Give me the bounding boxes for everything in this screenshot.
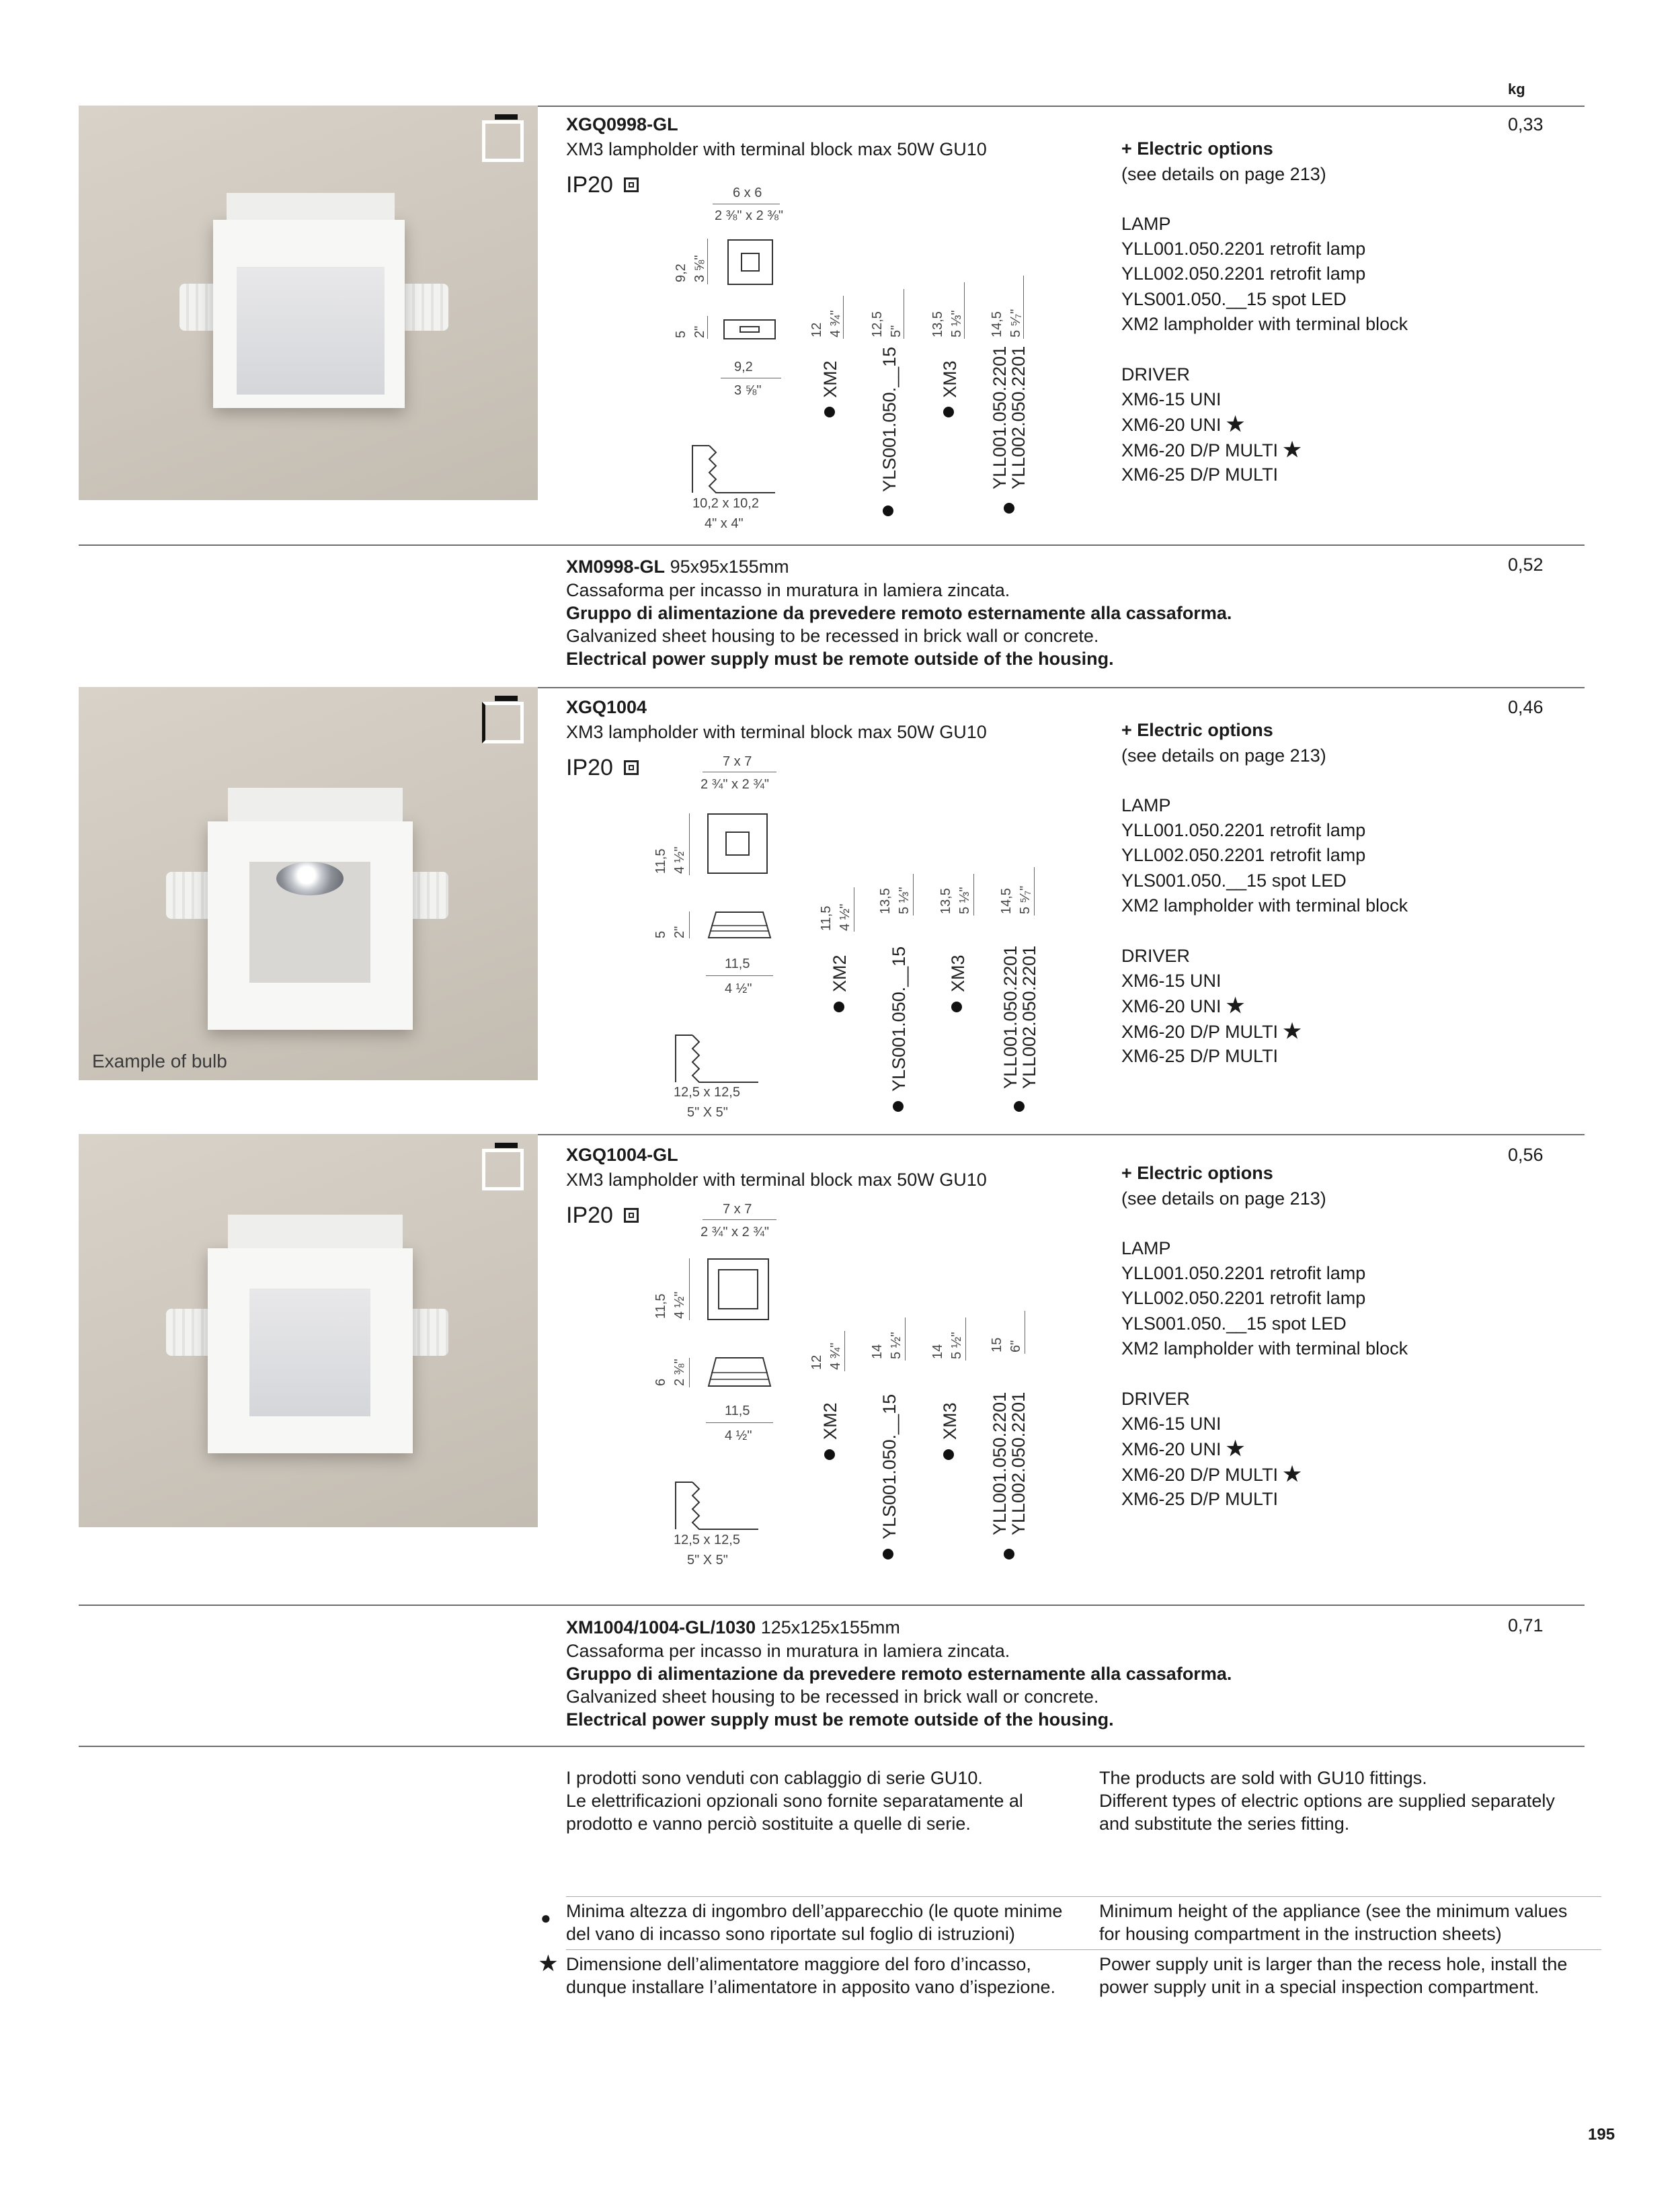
driver-option: XM6-20 UNI ★: [1121, 1438, 1244, 1460]
height-cm: 12: [809, 322, 824, 337]
compat-code: YLL001.050.2201: [990, 1391, 1010, 1535]
product-weight: 0,56: [1508, 1145, 1544, 1165]
dim-bottom: 9,2: [734, 360, 753, 374]
square-type-icon: [482, 120, 524, 162]
fixture-frame: [208, 1248, 413, 1453]
driver-option: XM6-15 UNI: [1121, 971, 1222, 991]
housing-line: Galvanized sheet housing to be recessed in brick wall or concrete.: [566, 1687, 1099, 1707]
ip-rating: IP20: [566, 1203, 613, 1228]
electric-options-link: (see details on page 213): [1121, 164, 1326, 184]
driver-title: DRIVER: [1121, 364, 1191, 384]
driver-option: XM6-25 D/P MULTI: [1121, 1046, 1279, 1066]
lamp-option: YLL001.050.2201 retrofit lamp: [1121, 239, 1366, 259]
electric-options-title: + Electric options: [1121, 138, 1273, 159]
dim-side: 11,5: [653, 848, 668, 874]
compat-code: YLS001.050.__15: [879, 346, 899, 492]
housing-title: XM0998-GL 95x95x155mm: [566, 557, 789, 577]
min-height-dot: [883, 505, 893, 516]
height-cm: 15: [990, 1337, 1004, 1352]
product-code: XGQ0998-GL: [566, 114, 678, 134]
cutout-drawing: [672, 1032, 760, 1086]
height-in: 4 ½": [838, 903, 852, 931]
height-cm: 14: [930, 1344, 945, 1359]
divider: [566, 1896, 1601, 1897]
min-height-dot: [893, 1101, 904, 1112]
housing-line: Electrical power supply must be remote outside of the housing.: [566, 1709, 1114, 1730]
compat-code: YLS001.050.__15: [889, 946, 909, 1092]
height-cm: 12,5: [870, 311, 885, 337]
product-code: XGQ1004-GL: [566, 1145, 678, 1165]
dim-depth-in: 2 ⅜": [672, 1358, 687, 1386]
double-insulation-icon: [624, 177, 639, 192]
lamp-option: YLL002.050.2201 retrofit lamp: [1121, 1288, 1366, 1308]
compat-code: YLL002.050.2201: [1008, 1391, 1029, 1535]
fixture-frame: [208, 821, 413, 1030]
height-in: 4 ¾": [828, 310, 843, 337]
double-insulation-icon: [624, 760, 639, 775]
dim-bottom: 11,5: [725, 957, 750, 971]
min-height-dot: [943, 1449, 954, 1460]
divider: [79, 1746, 1585, 1747]
driver-option: XM6-25 D/P MULTI: [1121, 1489, 1279, 1509]
driver-title: DRIVER: [1121, 1389, 1191, 1409]
lamp-option: XM2 lampholder with terminal block: [1121, 895, 1408, 916]
top-view-drawing: [727, 239, 773, 285]
height-cm: 13,5: [938, 888, 953, 914]
weight-column-header: kg: [1508, 81, 1525, 97]
dim-depth: 6: [653, 1378, 668, 1386]
frosted-glass: [237, 267, 385, 395]
driver-option: XM6-20 D/P MULTI ★: [1121, 1463, 1302, 1486]
dim-top-in: 2 ⅜" x 2 ⅜": [715, 208, 784, 223]
legend-dot-italian: Minima altezza di ingombro dell’apparecchio (le quote minime del vano di incasso sono riportate sul foglio di istruzioni): [566, 1901, 1063, 1944]
dim-cutout: 12,5 x 12,5: [674, 1533, 740, 1547]
product-description: XM3 lampholder with terminal block max 50W GU10: [566, 722, 987, 742]
lamp-title: LAMP: [1121, 214, 1171, 234]
side-view-drawing: [723, 319, 776, 339]
compat-code: XM2: [830, 955, 850, 992]
driver-title: DRIVER: [1121, 946, 1191, 966]
min-height-dot: [1014, 1101, 1025, 1112]
compat-code: YLL002.050.2201: [1008, 346, 1029, 489]
lamp-option: YLL002.050.2201 retrofit lamp: [1121, 845, 1366, 865]
dim-depth: 5: [653, 930, 668, 938]
dim-cutout: 10,2 x 10,2: [692, 496, 759, 511]
dim-side-in: 4 ½": [672, 1291, 687, 1319]
lamp-option: YLL002.050.2201 retrofit lamp: [1121, 263, 1366, 284]
dim-cutout: 12,5 x 12,5: [674, 1085, 740, 1100]
divider: [566, 1949, 1601, 1950]
driver-option: XM6-20 D/P MULTI ★: [1121, 439, 1302, 461]
dim-bottom-in: 4 ½": [725, 981, 752, 996]
dim-bottom-in: 4 ½": [725, 1428, 752, 1443]
product-photo-xgq0998: [79, 106, 538, 500]
min-height-dot: [951, 1002, 962, 1012]
product-code: XGQ1004: [566, 697, 647, 717]
note-english: The products are sold with GU10 fittings. Different types of electric options are supplied separately and substitute the series fitting.: [1099, 1768, 1555, 1834]
gu10-bulb: [276, 862, 344, 895]
legend-dot-english: Minimum height of the appliance (see the minimum values for housing compartment in the instruction sheets): [1099, 1901, 1568, 1944]
square-type-icon: [482, 1149, 524, 1190]
housing-line: Electrical power supply must be remote outside of the housing.: [566, 649, 1114, 669]
ip-rating: IP20: [566, 172, 613, 198]
compat-code: XM3: [940, 360, 960, 398]
side-view-drawing: [706, 911, 773, 939]
cutout-drawing: [672, 1479, 760, 1533]
height-in: 5 ½": [949, 1332, 964, 1359]
height-cm: 12: [809, 1354, 824, 1370]
top-view-drawing: [707, 813, 768, 874]
dim-depth: 5: [674, 330, 688, 338]
dim-side-in: 3 ⅝": [692, 255, 707, 282]
compat-code: YLS001.050.__15: [879, 1393, 899, 1539]
product-photo-xgq1004-gl: [79, 1134, 538, 1527]
divider: [79, 544, 1585, 546]
dim-cutout-in: 5" X 5": [687, 1105, 728, 1120]
electric-options-link: (see details on page 213): [1121, 1188, 1326, 1209]
housing-line: Cassaforma per incasso in muratura in lamiera zincata.: [566, 580, 1010, 600]
lamp-option: XM2 lampholder with terminal block: [1121, 1338, 1408, 1358]
legend-dot-icon: ●: [541, 1908, 551, 1928]
product-photo-xgq1004: [79, 687, 538, 1080]
min-height-dot: [943, 407, 954, 417]
dim-bottom: 11,5: [725, 1404, 750, 1418]
dim-top: 7 x 7: [723, 754, 752, 769]
frosted-glass: [249, 1289, 370, 1416]
electric-options-link: (see details on page 213): [1121, 745, 1326, 766]
dim-depth-in: 2": [672, 926, 687, 938]
height-in: 5 ½": [889, 1332, 904, 1359]
min-height-dot: [834, 1002, 844, 1012]
housing-line: Gruppo di alimentazione da prevedere remoto esternamente alla cassaforma.: [566, 603, 1232, 623]
double-insulation-icon: [624, 1208, 639, 1223]
legend-star-icon: ★: [539, 1953, 557, 1975]
housing-weight: 0,71: [1508, 1615, 1544, 1635]
height-in: 5 ⅓": [897, 887, 912, 914]
dim-depth-in: 2": [692, 325, 707, 338]
height-in: 5 ⅓": [957, 887, 972, 914]
fixture-frame: [213, 220, 405, 408]
compat-code: YLL001.050.2201: [1000, 945, 1021, 1089]
dim-top: 6 x 6: [733, 186, 762, 200]
driver-option: XM6-20 UNI ★: [1121, 413, 1244, 436]
lamp-option: YLS001.050.__15 spot LED: [1121, 870, 1347, 891]
note-italian: I prodotti sono venduti con cablaggio di serie GU10. Le elettrificazioni opzionali sono fornite separatamente al prodotto e vanno perciò sostituite a quelle di serie.: [566, 1768, 1023, 1834]
height-cm: 13,5: [930, 311, 945, 337]
dim-cutout-in: 4" x 4": [705, 516, 744, 531]
legend-star-english: Power supply unit is larger than the recess hole, install the power supply unit in a special inspection compartment.: [1099, 1954, 1568, 1997]
height-in: 5 ⁵⁄₇": [1018, 885, 1033, 914]
driver-option: XM6-20 D/P MULTI ★: [1121, 1020, 1302, 1043]
lamp-option: XM2 lampholder with terminal block: [1121, 314, 1408, 334]
product-weight: 0,46: [1508, 697, 1544, 717]
compat-code: XM2: [820, 1402, 840, 1440]
height-in: 4 ¾": [828, 1342, 843, 1370]
min-height-dot: [1004, 1549, 1014, 1559]
compat-code: YLL002.050.2201: [1019, 945, 1039, 1089]
product-description: XM3 lampholder with terminal block max 50W GU10: [566, 139, 987, 159]
lamp-option: YLL001.050.2201 retrofit lamp: [1121, 1263, 1366, 1283]
product-description: XM3 lampholder with terminal block max 50W GU10: [566, 1170, 987, 1190]
compat-code: XM3: [940, 1402, 960, 1440]
cutout-drawing: [689, 442, 776, 496]
height-in: 5": [889, 325, 904, 337]
height-in: 5 ⁵⁄₇": [1008, 309, 1023, 337]
height-cm: 14,5: [990, 311, 1004, 337]
dim-cutout-in: 5" X 5": [687, 1553, 728, 1568]
min-height-dot: [824, 1449, 835, 1460]
height-in: 6": [1008, 1340, 1023, 1352]
driver-option: XM6-20 UNI ★: [1121, 995, 1244, 1017]
height-cm: 13,5: [878, 888, 893, 914]
compat-code: XM2: [820, 360, 840, 398]
min-height-dot: [1004, 503, 1014, 514]
lamp-option: YLL001.050.2201 retrofit lamp: [1121, 820, 1366, 840]
dim-side: 11,5: [653, 1293, 668, 1319]
photo-caption: Example of bulb: [92, 1051, 227, 1071]
square-type-icon: [482, 702, 524, 743]
driver-option: XM6-15 UNI: [1121, 1414, 1222, 1434]
dim-side-in: 4 ½": [672, 846, 687, 874]
housing-weight: 0,52: [1508, 555, 1544, 575]
compat-code: XM3: [948, 955, 968, 992]
recess-opening: [249, 862, 370, 983]
lamp-title: LAMP: [1121, 795, 1171, 815]
legend-star-italian: Dimensione dell’alimentatore maggiore del foro d’incasso, dunque installare l’alimentatore in apposito vano d’ispezione.: [566, 1954, 1055, 1997]
driver-option: XM6-25 D/P MULTI: [1121, 464, 1279, 485]
lamp-option: YLS001.050.__15 spot LED: [1121, 289, 1347, 309]
height-in: 5 ⅓": [949, 310, 964, 337]
electric-options-title: + Electric options: [1121, 720, 1273, 740]
housing-line: Cassaforma per incasso in muratura in lamiera zincata.: [566, 1641, 1010, 1661]
side-view-drawing: [706, 1356, 773, 1387]
ip-rating: IP20: [566, 755, 613, 780]
divider: [79, 1605, 1585, 1606]
top-view-drawing: [707, 1258, 769, 1320]
min-height-dot: [824, 407, 835, 417]
lamp-title: LAMP: [1121, 1238, 1171, 1258]
dim-side: 9,2: [674, 263, 688, 282]
dim-top-in: 2 ¾" x 2 ¾": [701, 1225, 770, 1240]
product-weight: 0,33: [1508, 114, 1544, 134]
dim-bottom-in: 3 ⅝": [734, 383, 762, 398]
housing-line: Galvanized sheet housing to be recessed in brick wall or concrete.: [566, 626, 1099, 646]
housing-line: Gruppo di alimentazione da prevedere remoto esternamente alla cassaforma.: [566, 1664, 1232, 1684]
dim-top: 7 x 7: [723, 1202, 752, 1217]
min-height-dot: [883, 1549, 893, 1559]
lamp-option: YLS001.050.__15 spot LED: [1121, 1313, 1347, 1334]
height-cm: 14: [870, 1344, 885, 1359]
housing-title: XM1004/1004-GL/1030 125x125x155mm: [566, 1617, 900, 1637]
driver-option: XM6-15 UNI: [1121, 389, 1222, 409]
height-cm: 14,5: [999, 888, 1014, 914]
electric-options-title: + Electric options: [1121, 1163, 1273, 1183]
compat-code: YLL001.050.2201: [990, 346, 1010, 489]
height-cm: 11,5: [819, 905, 834, 931]
dim-top-in: 2 ¾" x 2 ¾": [701, 777, 770, 792]
page-number: 195: [1588, 2125, 1615, 2144]
